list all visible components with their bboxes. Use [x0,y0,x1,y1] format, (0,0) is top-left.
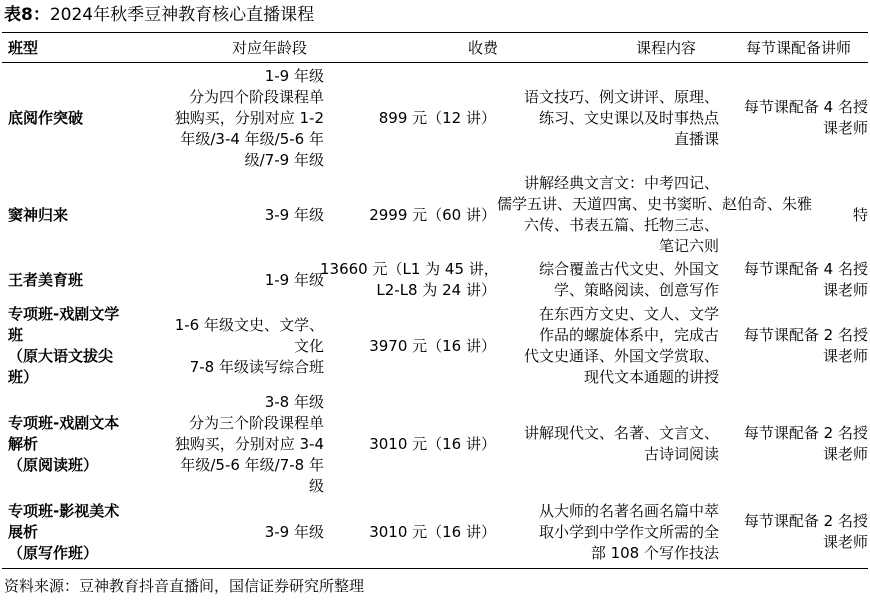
cell-line: 讲解经典文言文：中考四记、 [523,174,719,192]
cell-line: 分为四个阶段课程单 [188,87,324,106]
cell-line: （原写作班） [8,543,99,562]
cell-teacher [722,302,868,390]
cell-teacher [722,390,868,498]
cell-line: 年级/5-6 年级/7-8 年 [180,455,324,474]
cell-line: 学、策略阅读、创意写作 [553,281,719,299]
cell-content [497,390,719,498]
header-fee: 收费 [468,39,499,57]
cell-line: 底阅作突破 [8,108,84,127]
cell-line: 课老师 [822,445,868,463]
table-caption: 2024年秋季豆神教育核心直播课程 [49,5,315,25]
cell-age [145,258,324,302]
cell-content [497,498,719,566]
cell-line: 文化 [293,336,324,355]
cell-age [145,302,324,390]
cell-line: 部 108 个写作技法 [590,543,719,562]
cell-fee [320,302,496,390]
cell-line: 独购买，分别对应 3-4 [174,434,324,453]
cell-fee [320,258,499,302]
cell-name [8,390,143,498]
header-class: 班型 [8,39,39,57]
cell-line: 13660 元（L1 为 45 讲， [320,260,499,278]
cell-fee [320,64,496,172]
cell-name [8,498,143,566]
cell-line: 取小学到中学作文所需的全 [538,522,719,541]
cell-line: 作品的螺旋体系中，完成古 [538,326,719,344]
cell-line: 3-9 年级 [264,522,324,541]
cell-line: 每节课配备 4 名授 [743,260,868,278]
cell-line: 专项班-戏剧文学 [8,305,120,323]
cell-line: 代文史通译、外国文学赏取、 [523,347,719,365]
cell-content [497,258,719,302]
cell-line: 独购买，分别对应 1-2 [174,108,324,127]
cell-line: 1-9 年级 [264,66,324,85]
cell-line: （原阅读班） [8,455,99,474]
cell-line: 笔记六则 [658,237,719,255]
cell-name [8,64,143,172]
cell-line: 1-6 年级文史、文学、 [174,315,324,334]
cell-line: 每节课配备 2 名授 [743,424,868,442]
cell-line: 班） [8,368,39,386]
header-age: 对应年龄段 [232,39,308,57]
header-content: 课程内容 [636,39,697,57]
cell-line: 现代文本通题的讲授 [583,368,719,386]
cell-line: 课老师 [822,533,868,551]
cell-content [497,172,813,258]
cell-fee [320,172,496,258]
cell-content [497,302,719,390]
table-title [4,4,314,26]
cell-line: （原大语文拔尖 [8,347,114,365]
cell-line: 从大师的名著名画名篇中萃 [538,501,719,520]
bottom-rule [2,568,868,569]
cell-age [145,172,324,258]
cell-fee [320,390,496,498]
cell-line: 专项班-影视美术 [8,501,120,520]
cell-teacher [722,498,868,566]
top-rule [2,32,868,33]
cell-age [145,390,324,498]
cell-age [145,64,324,172]
cell-line: 窦神归来 [8,205,69,224]
cell-teacher [722,172,868,258]
cell-content [497,64,719,172]
cell-line: 解析 [8,434,39,453]
cell-line: 直播课 [673,129,719,148]
cell-teacher [722,64,868,172]
source-note: 资料来源：豆神教育抖音直播间，国信证券研究所整理 [4,577,365,595]
cell-line: 特 [852,205,868,224]
cell-line: 每节课配备 2 名授 [743,326,868,344]
cell-line: 综合覆盖古代文史、外国文 [538,260,719,278]
cell-line: 899 元（12 讲） [378,108,496,127]
cell-line: 3010 元（16 讲） [369,434,496,453]
header-rule [2,62,868,63]
cell-age [145,498,324,566]
cell-line: 每节课配备 2 名授 [743,512,868,530]
cell-line: 每节课配备 4 名授 [743,98,868,116]
cell-line: 在东西方文史、文人、文学 [538,305,719,323]
cell-line: 课老师 [822,347,868,365]
cell-name [8,302,143,390]
table-number: 表8： [4,5,50,25]
cell-name [8,258,143,302]
cell-line: 3-9 年级 [264,205,324,224]
cell-line: 3970 元（16 讲） [369,336,496,355]
cell-line: 2999 元（60 讲） [369,205,496,224]
cell-line: 儒学五讲、天道四寓、史书窦昕、赵伯奇、朱雅 [497,195,813,213]
cell-line: 分为三个阶段课程单 [188,413,324,432]
cell-line: 古诗词阅读 [643,445,719,463]
cell-line: 3-8 年级 [264,392,324,411]
cell-line: 语文技巧、例文讲评、原理、 [523,87,719,106]
cell-line: 年级/3-4 年级/5-6 年 [180,129,324,148]
cell-line: 六传、书表五篇、托物三志、 [523,216,719,234]
cell-line: 课老师 [822,281,868,299]
cell-line: 7-8 年级读写综合班 [189,357,324,376]
cell-line: 练习、文史课以及时事热点 [538,108,719,127]
cell-line: 级/7-9 年级 [244,150,324,169]
cell-line: 展析 [8,522,39,541]
cell-line: 讲解现代文、名著、文言文、 [523,424,719,442]
cell-line: 班 [8,326,24,344]
cell-line: 3010 元（16 讲） [369,522,496,541]
cell-name [8,172,143,258]
cell-line: 专项班-戏剧文本 [8,413,120,432]
cell-line: L2-L8 为 24 讲） [376,281,496,299]
cell-line: 课老师 [822,119,868,137]
cell-teacher [722,258,868,302]
header-teacher: 每节课配备讲师 [746,39,852,57]
cell-line: 级 [308,476,324,495]
cell-line: 1-9 年级 [264,270,324,289]
cell-line: 王者美育班 [8,270,84,289]
cell-fee [320,498,496,566]
